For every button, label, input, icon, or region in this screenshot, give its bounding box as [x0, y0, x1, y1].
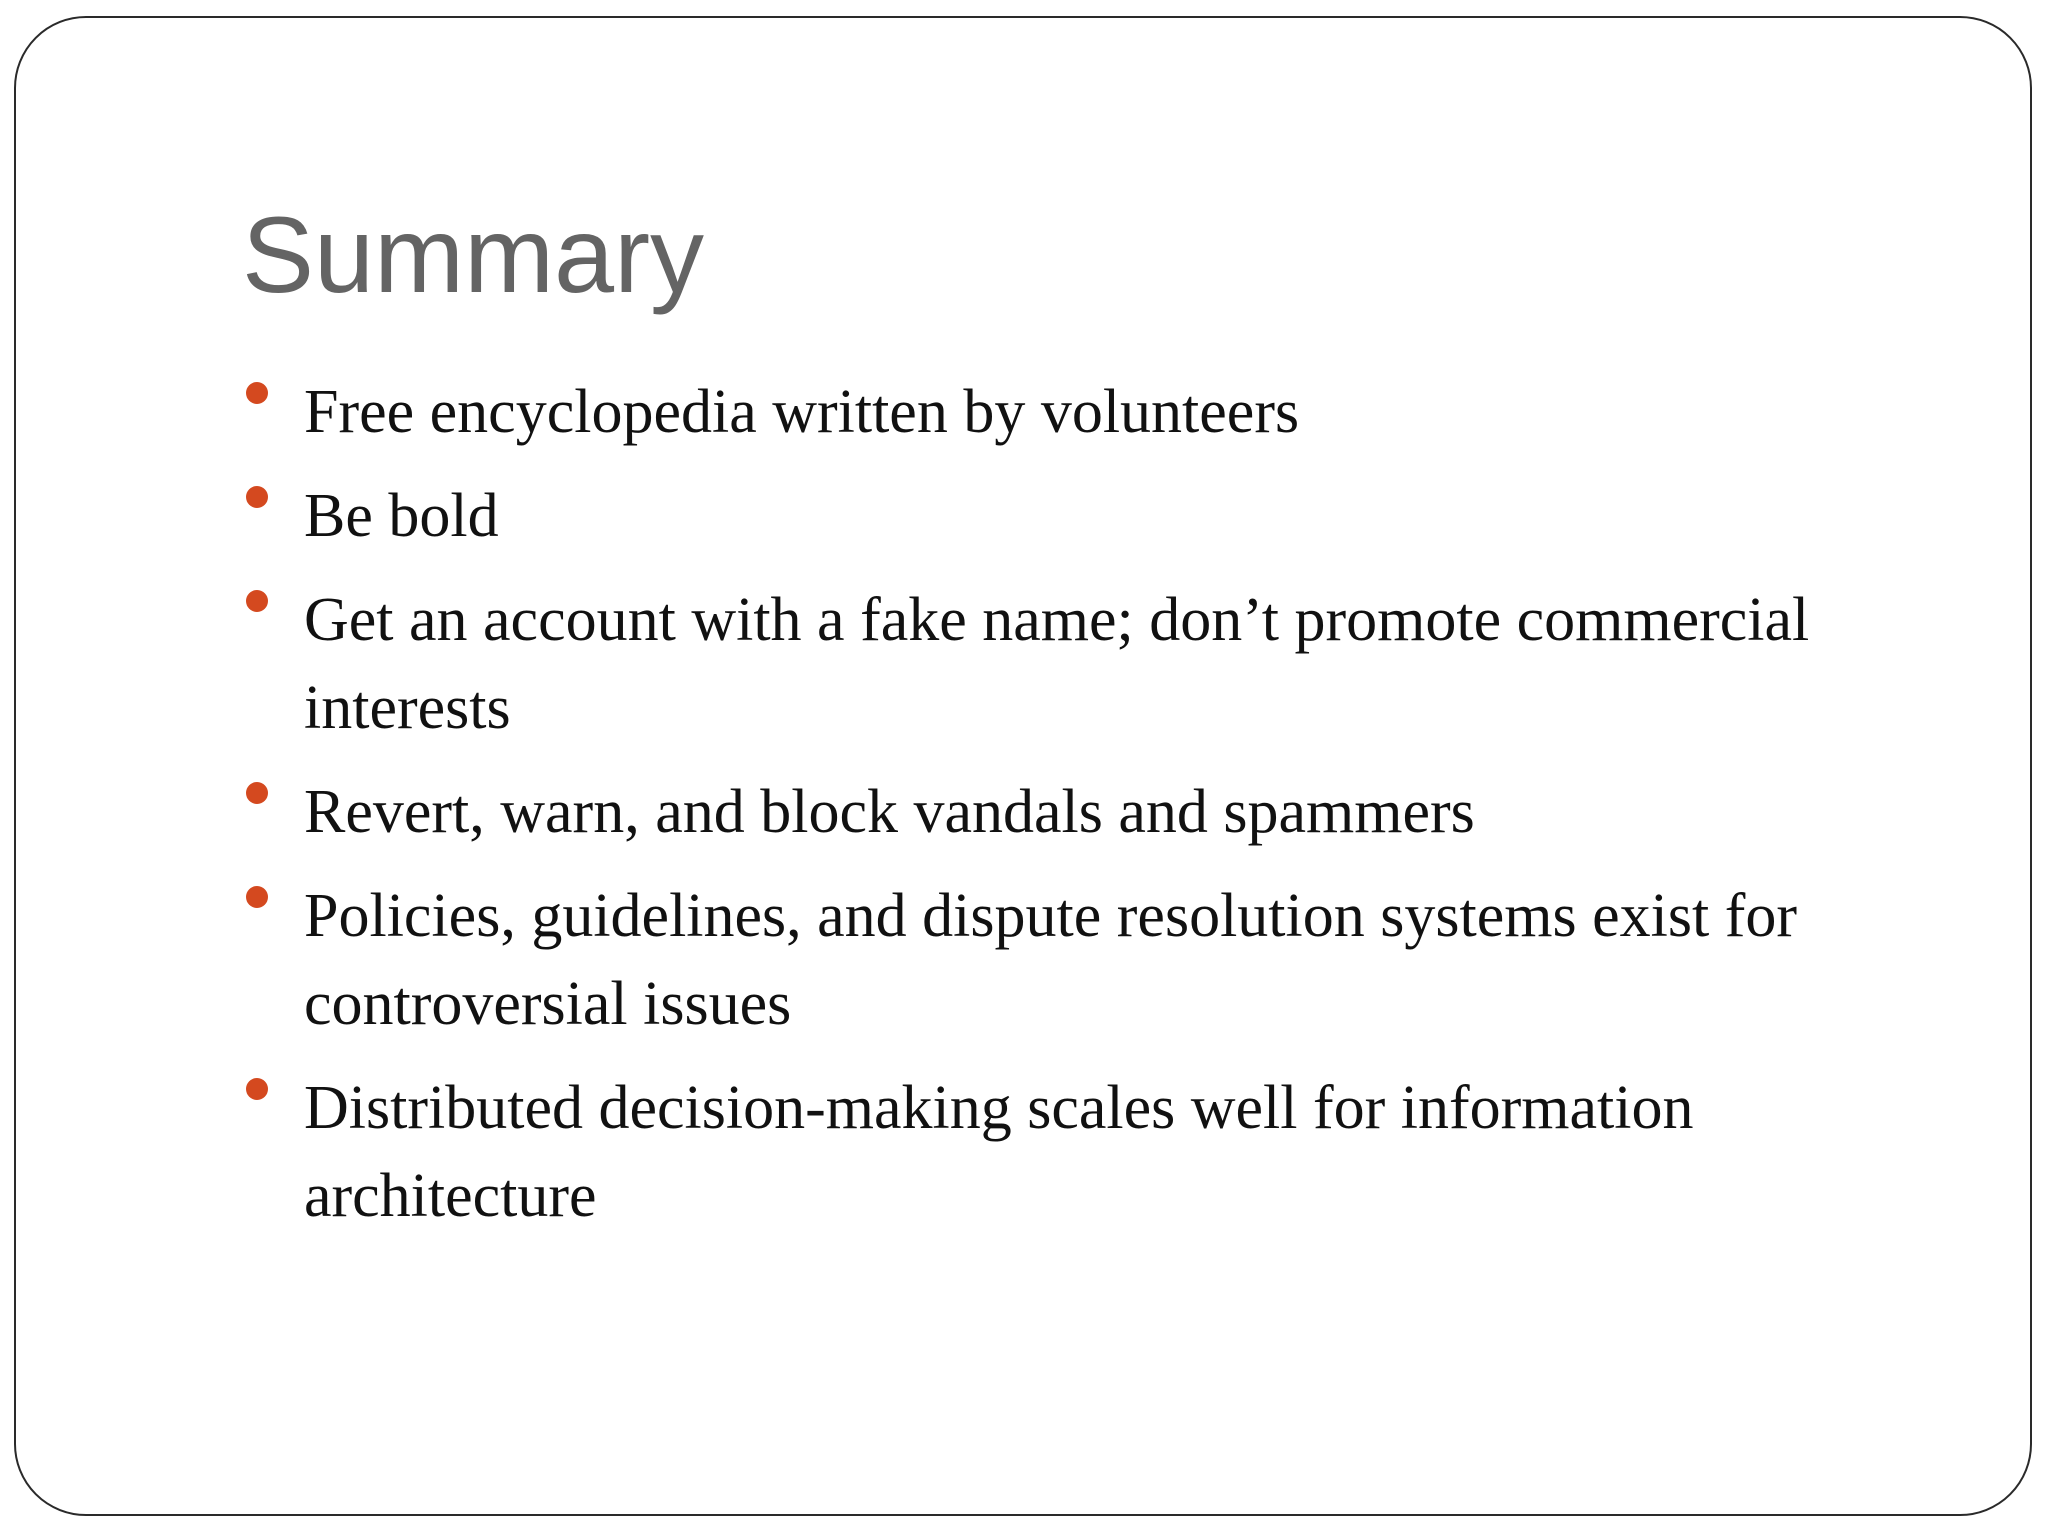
- bullet-dot-icon: [246, 382, 268, 404]
- bullet-text: Be bold: [304, 482, 499, 550]
- bullet-dot-icon: [246, 486, 268, 508]
- bullet-item: [242, 768, 1982, 856]
- bullet-text: Policies, guidelines, and dispute resolution systems exist for controversial issues: [304, 882, 1797, 1038]
- bullet-list: [242, 368, 1982, 1256]
- bullet-item: [242, 1064, 1982, 1240]
- bullet-text: Free encyclopedia written by volunteers: [304, 378, 1300, 446]
- slide: [14, 16, 2032, 1516]
- bullet-item: [242, 576, 1982, 752]
- slide-title: Summary: [242, 194, 705, 315]
- bullet-text: Distributed decision-making scales well for information architecture: [304, 1074, 1694, 1230]
- bullet-dot-icon: [246, 590, 268, 612]
- bullet-text: Revert, warn, and block vandals and spammers: [304, 778, 1475, 846]
- bullet-item: [242, 872, 1982, 1048]
- bullet-dot-icon: [246, 782, 268, 804]
- bullet-text: Get an account with a fake name; don’t promote commercial interests: [304, 586, 1810, 742]
- bullet-dot-icon: [246, 886, 268, 908]
- bullet-item: [242, 368, 1982, 456]
- bullet-item: [242, 472, 1982, 560]
- bullet-dot-icon: [246, 1078, 268, 1100]
